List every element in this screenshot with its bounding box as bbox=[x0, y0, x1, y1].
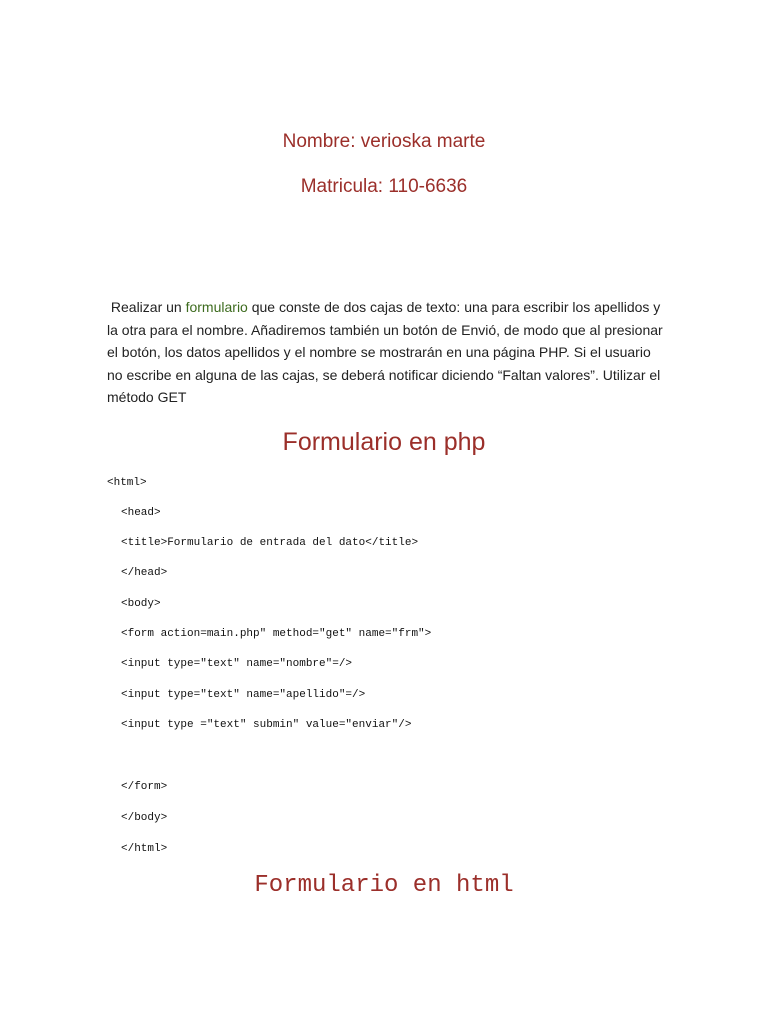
code-line: <title>Formulario de entrada del dato</title> bbox=[121, 537, 419, 549]
intro-text-start: Realizar un bbox=[110, 299, 186, 315]
student-name: Nombre: verioska marte bbox=[282, 131, 486, 152]
code-line: <body> bbox=[121, 598, 161, 610]
student-id: Matricula: 110-6636 bbox=[300, 176, 468, 197]
code-line: <head> bbox=[121, 507, 161, 519]
code-line: <form action=main.php" method="get" name="frm"> bbox=[121, 628, 432, 640]
code-line: <html> bbox=[107, 477, 147, 489]
code-line: <input type="text" name="nombre"=/> bbox=[121, 658, 353, 670]
section-title-php: Formulario en php bbox=[282, 428, 486, 456]
code-line: </form> bbox=[121, 781, 168, 793]
code-line: </head> bbox=[121, 567, 168, 579]
assignment-description bbox=[107, 296, 667, 409]
formulario-link[interactable]: formulario bbox=[185, 299, 248, 315]
code-line: <input type ="text" submin" value="enviar"/> bbox=[121, 719, 412, 731]
code-line: </html> bbox=[121, 843, 168, 855]
section-title-html: Formulario en html bbox=[254, 872, 514, 899]
code-line: <input type="text" name="apellido"=/> bbox=[121, 689, 366, 701]
code-line: </body> bbox=[121, 812, 168, 824]
intro-text-rest: que conste de dos cajas de texto: una para escribir los apellidos y la otra para el nombre. Añadiremos también un botón de Envió, de modo que al presionar el botón, los datos apellidos y el nombre se mostrarán en una página PHP. Si el usuario no escribe en alguna de las cajas, se deberá notificar diciendo “Faltan valores”. Utilizar el método GET bbox=[107, 299, 663, 406]
